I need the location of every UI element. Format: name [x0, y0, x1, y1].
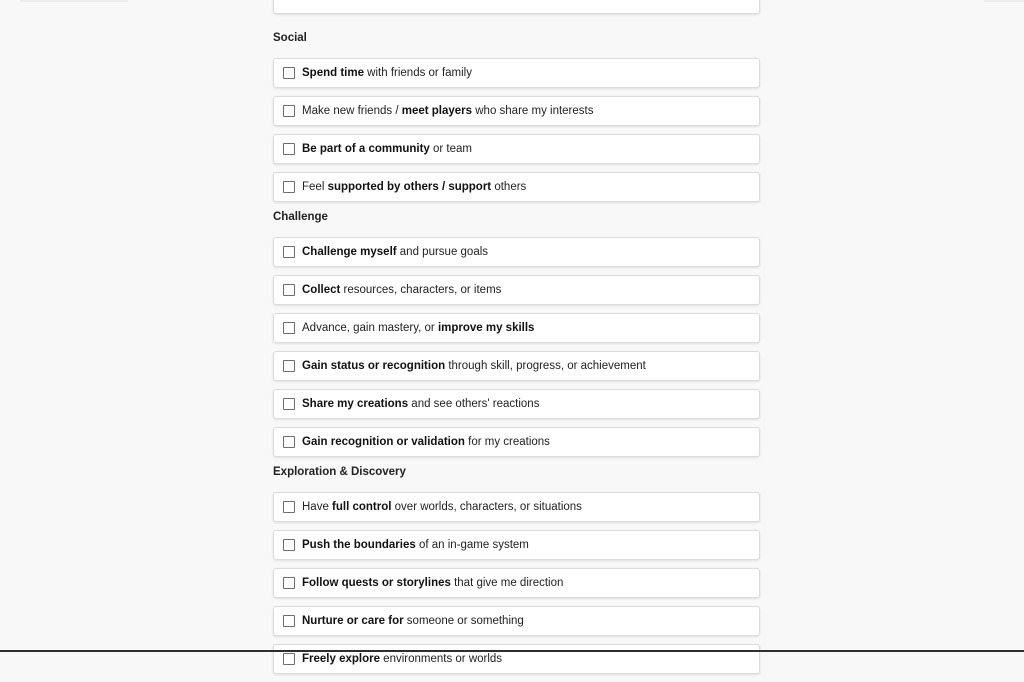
- label-text: for my creations: [464, 436, 550, 448]
- checkbox-icon[interactable]: [283, 436, 295, 448]
- checkbox-icon[interactable]: [283, 360, 295, 372]
- label-text: Have: [302, 501, 333, 513]
- checklist-item-label: [302, 181, 526, 193]
- label-emphasis: supported by others / support: [327, 181, 492, 193]
- label-emphasis: Gain status or recognition: [302, 360, 446, 372]
- label-text: that give me direction: [450, 577, 564, 589]
- checklist-item-label: [302, 615, 524, 627]
- section-title: Social: [273, 32, 307, 44]
- label-text: and pursue goals: [396, 246, 489, 258]
- checklist-item-label: [302, 398, 539, 410]
- label-emphasis: full control: [332, 501, 392, 513]
- checkbox-icon[interactable]: [283, 67, 295, 79]
- checklist-item[interactable]: [273, 530, 760, 560]
- checkbox-icon[interactable]: [283, 539, 295, 551]
- checklist-item[interactable]: [273, 313, 760, 343]
- checklist-item[interactable]: [273, 427, 760, 457]
- checkbox-icon[interactable]: [283, 501, 295, 513]
- label-text: Make new friends /: [302, 105, 402, 117]
- checklist-item-label: [302, 539, 529, 551]
- label-emphasis: Freely explore: [302, 653, 380, 665]
- checklist-item-label: [302, 105, 593, 117]
- checklist-item[interactable]: [273, 389, 760, 419]
- checklist-item[interactable]: [273, 492, 760, 522]
- top-edge-left-decoration: [20, 0, 128, 2]
- checkbox-icon[interactable]: [283, 143, 295, 155]
- checklist-item-label: [302, 246, 488, 258]
- checklist-item-label: [302, 322, 534, 334]
- checklist-item-partial[interactable]: [273, 0, 760, 14]
- label-text: who share my interests: [472, 105, 594, 117]
- label-text: Advance, gain mastery, or: [302, 322, 438, 334]
- label-text: through skill, progress, or achievement: [445, 360, 646, 372]
- label-text: environments or worlds: [379, 653, 503, 665]
- label-text: and see others' reactions: [408, 398, 540, 410]
- checkbox-icon[interactable]: [283, 246, 295, 258]
- checkbox-icon[interactable]: [283, 322, 295, 334]
- checklist-item[interactable]: [273, 134, 760, 164]
- label-emphasis: Share my creations: [302, 398, 409, 410]
- motivation-checklist: [273, 0, 760, 682]
- label-emphasis: Push the boundaries: [302, 539, 416, 551]
- checklist-item-label: [302, 436, 550, 448]
- checklist-item-label: [302, 653, 502, 665]
- checklist-item[interactable]: [273, 172, 760, 202]
- checklist-item-label: [302, 577, 563, 589]
- checklist-item[interactable]: [273, 644, 760, 674]
- label-text: Feel: [302, 181, 328, 193]
- label-text: over worlds, characters, or situations: [391, 501, 582, 513]
- checklist-item[interactable]: [273, 96, 760, 126]
- checkbox-icon[interactable]: [283, 284, 295, 296]
- checklist-item[interactable]: [273, 237, 760, 267]
- label-emphasis: Spend time: [302, 67, 364, 79]
- label-text: or team: [429, 143, 472, 155]
- checkbox-icon[interactable]: [283, 181, 295, 193]
- label-emphasis: Challenge myself: [302, 246, 397, 258]
- label-text: someone or something: [403, 615, 524, 627]
- checklist-item[interactable]: [273, 568, 760, 598]
- checkbox-icon[interactable]: [283, 398, 295, 410]
- section-title: Exploration & Discovery: [273, 466, 406, 478]
- checklist-item-label: [302, 501, 582, 513]
- checkbox-icon[interactable]: [283, 577, 295, 589]
- checkbox-icon[interactable]: [283, 653, 295, 665]
- checklist-item[interactable]: [273, 275, 760, 305]
- label-emphasis: Be part of a community: [302, 143, 430, 155]
- checkbox-icon[interactable]: [283, 105, 295, 117]
- checklist-item-label: [302, 143, 472, 155]
- label-text: of an in-game system: [415, 539, 529, 551]
- label-emphasis: Collect: [302, 284, 341, 296]
- label-text: others: [491, 181, 527, 193]
- checklist-item-label: [302, 360, 646, 372]
- label-emphasis: improve my skills: [437, 322, 535, 334]
- checklist-item-label: [302, 284, 501, 296]
- label-emphasis: Nurture or care for: [302, 615, 404, 627]
- section-title: Challenge: [273, 211, 328, 223]
- checklist-item[interactable]: [273, 351, 760, 381]
- label-emphasis: Follow quests or storylines: [302, 577, 451, 589]
- checkbox-icon[interactable]: [283, 615, 295, 627]
- checklist-item[interactable]: [273, 58, 760, 88]
- top-edge-right-decoration: [984, 0, 1024, 2]
- label-text: with friends or family: [363, 67, 472, 79]
- label-emphasis: Gain recognition or validation: [302, 436, 465, 448]
- checklist-item[interactable]: [273, 606, 760, 636]
- checklist-item-label: [302, 67, 472, 79]
- label-emphasis: meet players: [401, 105, 473, 117]
- label-text: resources, characters, or items: [340, 284, 502, 296]
